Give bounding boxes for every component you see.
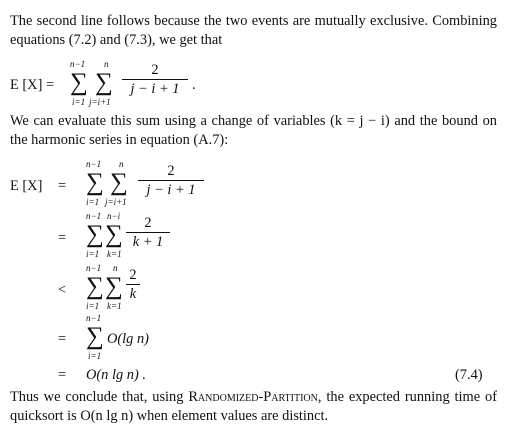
para3-post: , the expected running time of quicksort is O(n lg n) when element values are distinct. xyxy=(10,389,497,424)
derivation-7-4 xyxy=(10,156,497,386)
l3-sum1-upper: n−1 xyxy=(86,263,102,273)
l2-sum-i-icon: ∑ xyxy=(86,221,104,248)
l3-sum-i-icon: ∑ xyxy=(86,273,104,300)
eq1-fraction-bar xyxy=(122,79,188,80)
l3-sum-k-icon: ∑ xyxy=(105,273,123,300)
paragraph-intro: The second line follows because the two events are mutually exclusive. Combining equations (7.2) and (7.3), we get that xyxy=(10,13,497,48)
eq1-sum2-lower: j=i+1 xyxy=(89,97,111,107)
eq1-period: . xyxy=(192,77,196,93)
l3-sum2-lower: k=1 xyxy=(107,301,122,311)
eq1-sum1-upper: n−1 xyxy=(70,59,86,69)
rel-3: < xyxy=(58,282,67,298)
l2-sum2-upper: n−i xyxy=(107,211,121,221)
l1-sum1-lower: i=1 xyxy=(86,197,100,207)
l4-sum-i-icon: ∑ xyxy=(86,323,104,350)
l2-sum-k-icon: ∑ xyxy=(105,221,123,248)
sum-symbol-i: ∑ xyxy=(70,69,88,96)
l5-body: O(n lg n) . xyxy=(86,367,146,383)
l4-sum-upper: n−1 xyxy=(86,313,102,323)
l1-sum2-lower: j=i+1 xyxy=(105,197,127,207)
eq1-sum1-lower: i=1 xyxy=(72,97,86,107)
l4-sum-lower: i=1 xyxy=(88,351,102,361)
l1-numerator: 2 xyxy=(167,163,175,179)
l2-sum2-lower: k=1 xyxy=(107,249,122,259)
equation-number: (7.4) xyxy=(455,367,483,383)
l2-fraction xyxy=(126,215,170,250)
eq1-fraction xyxy=(122,62,188,97)
l2-sum1-upper: n−1 xyxy=(86,211,102,221)
l3-numerator: 2 xyxy=(129,267,137,283)
rel-4: = xyxy=(58,331,67,347)
derivation-lhs: E [X] xyxy=(10,178,43,194)
rel-1: = xyxy=(58,178,67,194)
rel-5: = xyxy=(58,367,67,383)
l4-body: O(lg n) xyxy=(107,331,149,347)
paragraph-change-of-variables: We can evaluate this sum using a change of variables (k = j − i) and the bound on the harmonic series in equation (A.7): xyxy=(10,113,497,148)
l2-fraction-bar xyxy=(126,232,170,233)
l3-denominator: k xyxy=(129,286,137,302)
l2-denominator: k + 1 xyxy=(132,234,164,250)
l1-sum-i-icon: ∑ xyxy=(86,169,104,196)
l2-sum1-lower: i=1 xyxy=(86,249,100,259)
l3-fraction-bar xyxy=(126,284,140,285)
para3-pre: Thus we conclude that, using xyxy=(10,389,189,405)
l3-fraction xyxy=(126,267,140,302)
eq1-lhs: E [X] = xyxy=(10,77,55,93)
paragraph-conclusion xyxy=(10,388,497,426)
l1-sum2-upper: n xyxy=(119,159,124,169)
l3-sum1-lower: i=1 xyxy=(86,301,100,311)
l1-sum-j-icon: ∑ xyxy=(110,169,128,196)
sum-symbol-j: ∑ xyxy=(95,69,113,96)
eq1-sum2-upper: n xyxy=(104,59,109,69)
rel-2: = xyxy=(58,230,67,246)
l3-sum2-upper: n xyxy=(113,263,118,273)
l1-fraction xyxy=(138,163,204,198)
l1-denominator: j − i + 1 xyxy=(146,182,196,198)
eq1-denominator: j − i + 1 xyxy=(130,81,180,97)
l1-sum1-upper: n−1 xyxy=(86,159,102,169)
procedure-name: Randomized-Partition xyxy=(188,389,318,405)
l1-fraction-bar xyxy=(138,180,204,181)
eq1-numerator: 2 xyxy=(151,62,159,78)
equation-expected-x xyxy=(10,58,310,118)
l2-numerator: 2 xyxy=(144,215,152,231)
